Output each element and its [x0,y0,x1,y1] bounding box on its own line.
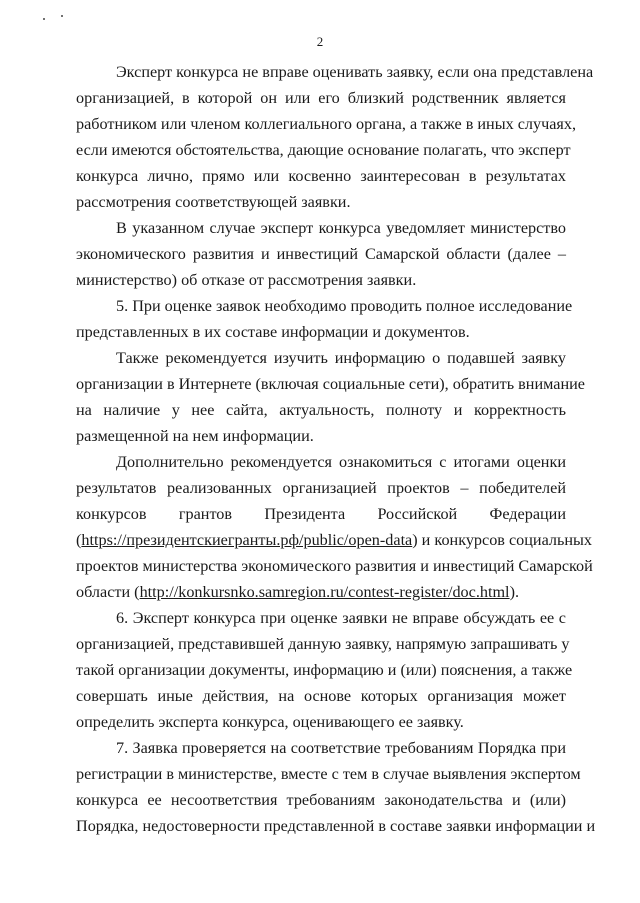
text-line: представленных в их составе информации и документов. [76,323,470,341]
text-line: Также рекомендуется изучить информацию о подавшей заявку [116,349,566,367]
text-line: результатов реализованных организацией проектов – победителей [76,479,566,497]
text-line: 5. При оценке заявок необходимо проводить полное исследование [116,297,573,315]
text-line: Эксперт конкурса не вправе оценивать заявку, если она представлена [116,63,594,81]
text-fragment: области ( [76,583,140,601]
text-line: размещенной на нем информации. [76,427,314,445]
text-line: министерство) об отказе от рассмотрения заявки. [76,271,417,289]
text-line [76,582,566,604]
text-line: конкурса лично, прямо или косвенно заинтересован в результатах [76,167,566,185]
text-line: совершать иные действия, на основе которых организация может [76,687,566,705]
text-line: рассмотрения соответствующей заявки. [76,193,351,211]
text-line: 7. Заявка проверяется на соответствие требованиям Порядка при [116,739,566,757]
page-number: 2 [316,34,324,49]
text-line: Порядка, недостоверности представленной в составе заявки информации и [76,817,596,835]
text-line [76,530,593,552]
text-fragment: ). [509,583,519,601]
contest-register-link[interactable]: http://konkursnko.samregion.ru/contest-register/doc.html [139,583,510,601]
text-line: конкурсов грантов Президента Российской Федерации [76,505,566,523]
scan-speck [43,18,45,20]
text-line: регистрации в министерстве, вместе с тем в случае выявления экспертом [76,765,581,783]
text-line: конкурса ее несоответствия требованиям законодательства и (или) [76,791,566,809]
text-line: 6. Эксперт конкурса при оценке заявки не вправе обсуждать ее с [116,609,566,627]
text-line: организацией, в которой он или его близкий родственник является [76,89,566,107]
text-line: организацией, представившей данную заявку, напрямую запрашивать у [76,635,570,653]
text-line: В указанном случае эксперт конкурса уведомляет министерство [116,219,566,237]
text-line: если имеются обстоятельства, дающие основание полагать, что эксперт [76,141,571,159]
text-line: проектов министерства экономического развития и инвестиций Самарской [76,557,593,575]
text-line: определить эксперта конкурса, оценивающего ее заявку. [76,713,464,731]
text-line: такой организации документы, информацию и (или) пояснения, а также [76,661,573,679]
text-line: на наличие у нее сайта, актуальность, полноту и корректность [76,401,566,419]
scan-speck [61,15,63,17]
text-line: организации в Интернете (включая социальные сети), обратить внимание [76,375,585,393]
open-data-link[interactable]: https://президентскиегранты.рф/public/open-data [81,531,413,549]
text-fragment: ( [76,531,82,549]
text-line: Дополнительно рекомендуется ознакомиться с итогами оценки [116,453,566,471]
text-line: экономического развития и инвестиций Самарской области (далее – [76,245,566,263]
text-line: работником или членом коллегиального органа, а также в иных случаях, [76,115,577,133]
text-fragment: ) и конкурсов социальных [412,531,593,549]
